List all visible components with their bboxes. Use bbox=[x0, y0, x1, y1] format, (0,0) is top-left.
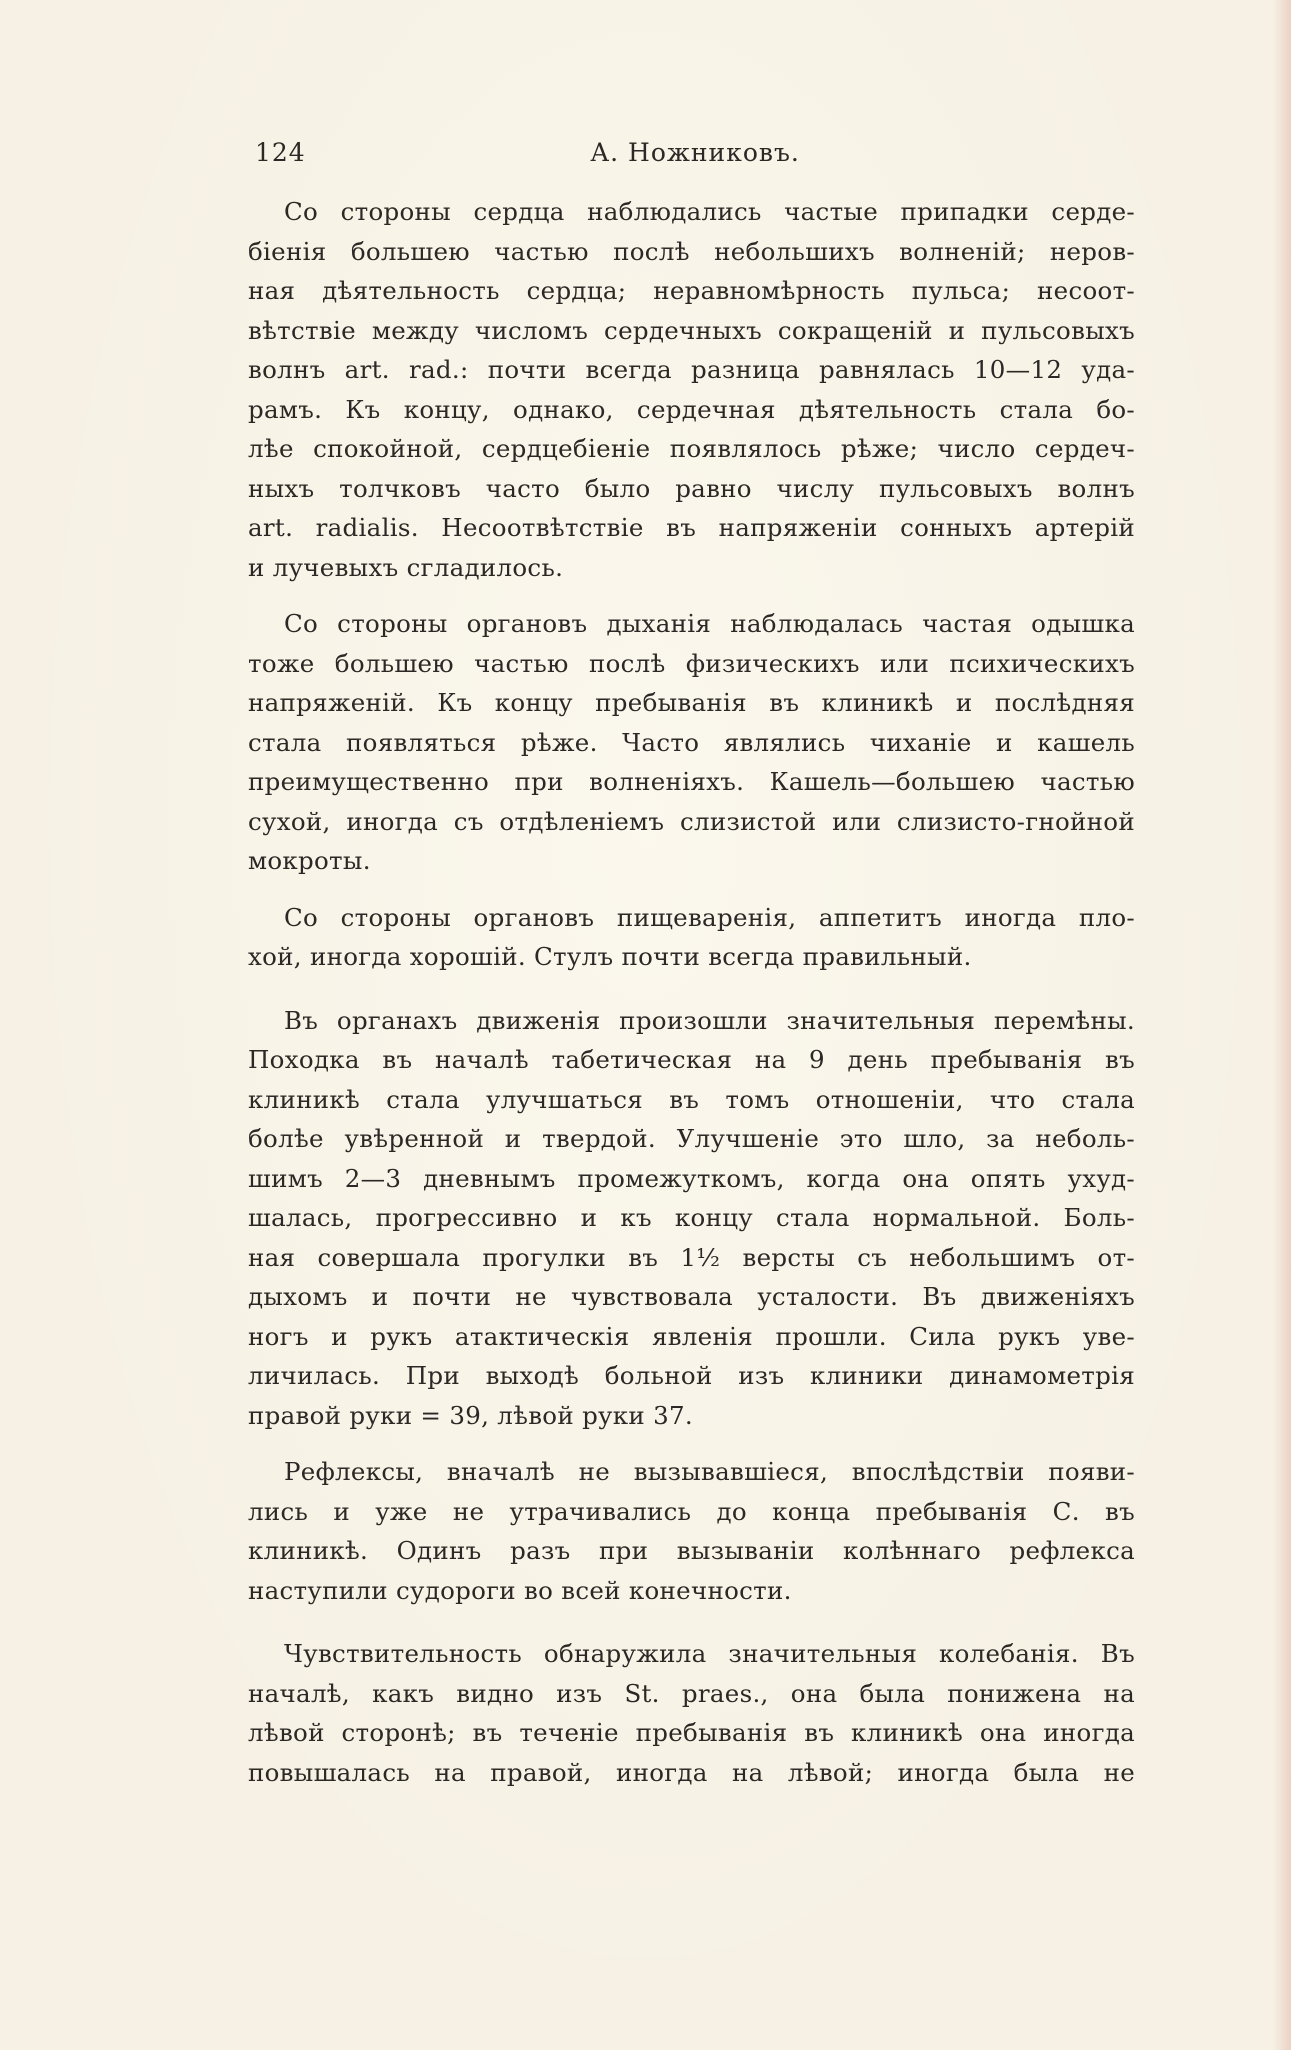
text-line: ная совершала прогулки въ 1½ версты съ небольшимъ от- bbox=[248, 1242, 1135, 1272]
paragraph-movement bbox=[248, 1001, 1135, 1436]
text-line: лѣе спокойной, сердцебіеніе появлялось рѣже; число сердеч- bbox=[248, 434, 1135, 463]
text-line: Въ органахъ движенія произошли значительныя перемѣны. bbox=[284, 1005, 1135, 1035]
text-line: шимъ 2—3 дневнымъ промежуткомъ, когда она опять ухуд- bbox=[248, 1163, 1135, 1193]
body-text bbox=[248, 192, 1135, 1792]
text-line: ная дѣятельность сердца; неравномѣрность пульса; несоот- bbox=[248, 276, 1135, 305]
text-line: мокроты. bbox=[248, 846, 371, 875]
text-line: клиникѣ. Одинъ разъ при вызываніи колѣннаго рефлекса bbox=[248, 1536, 1135, 1565]
text-line: болѣе увѣренной и твердой. Улучшеніе это шло, за неболь- bbox=[248, 1124, 1135, 1153]
text-line: стала появляться рѣже. Часто являлись чиханіе и кашель bbox=[248, 727, 1135, 757]
text-line: Чувствительность обнаружила значительныя колебанія. Въ bbox=[284, 1639, 1135, 1668]
text-line: напряженій. Къ концу пребыванія въ клиникѣ и послѣдняя bbox=[248, 688, 1135, 717]
text-line: повышалась на правой, иногда на лѣвой; иногда была не bbox=[248, 1757, 1135, 1787]
paragraph-gap bbox=[248, 1435, 1135, 1452]
text-line: біенія большею частью послѣ небольшихъ волненій; неров- bbox=[248, 236, 1135, 266]
text-line: наступили судороги во всей конечности. bbox=[248, 1575, 792, 1605]
paragraph-gap bbox=[248, 881, 1135, 898]
page-edge-shadow bbox=[1273, 0, 1291, 2050]
text-line: Рефлексы, вначалѣ не вызывавшіеся, впослѣдствіи появи- bbox=[284, 1457, 1135, 1486]
text-line: сухой, иногда съ отдѣленіемъ слизистой или слизисто-гнойной bbox=[248, 806, 1135, 836]
text-line: преимущественно при волненіяхъ. Кашель—большею частью bbox=[248, 767, 1135, 796]
paragraph-gap bbox=[248, 977, 1135, 1001]
running-title: А. Ножниковъ. bbox=[590, 138, 800, 167]
text-line: Походка въ началѣ табетическая на 9 день пребыванія въ bbox=[248, 1045, 1135, 1074]
paragraph-digestion bbox=[248, 898, 1135, 977]
paragraph-gap bbox=[248, 587, 1135, 604]
text-line: Со стороны органовъ дыханія наблюдалась частая одышка bbox=[284, 609, 1135, 638]
text-line: и лучевыхъ сгладилось. bbox=[248, 552, 564, 582]
text-line: клиникѣ стала улучшаться въ томъ отношеніи, что стала bbox=[248, 1084, 1135, 1114]
text-line: дыхомъ и почти не чувствовала усталости. Въ движеніяхъ bbox=[248, 1282, 1135, 1311]
text-line: рамъ. Къ концу, однако, сердечная дѣятельность стала бо- bbox=[248, 394, 1135, 424]
text-line: тоже большею частью послѣ физическихъ или психическихъ bbox=[248, 648, 1135, 678]
text-line: шалась, прогрессивно и къ концу стала нормальной. Боль- bbox=[248, 1203, 1135, 1232]
text-line: Со стороны органовъ пищеваренія, аппетитъ иногда пло- bbox=[284, 902, 1135, 932]
text-line: волнъ art. rad.: почти всегда разница равнялась 10—12 уда- bbox=[248, 355, 1135, 384]
paragraph-heart bbox=[248, 192, 1135, 587]
text-line: хой, иногда хорошій. Стулъ почти всегда правильный. bbox=[248, 942, 972, 971]
page-number: 124 bbox=[255, 138, 306, 167]
text-line: вѣтствіе между числомъ сердечныхъ сокращеній и пульсовыхъ bbox=[248, 315, 1135, 345]
text-line: ныхъ толчковъ часто было равно числу пульсовыхъ волнъ bbox=[248, 473, 1135, 503]
paragraph-gap bbox=[248, 1610, 1135, 1634]
text-line: лѣвой сторонѣ; въ теченіе пребыванія въ клиникѣ она иногда bbox=[248, 1718, 1135, 1747]
paragraph-sensitivity bbox=[248, 1634, 1135, 1792]
paragraph-reflexes bbox=[248, 1452, 1135, 1610]
text-line: началѣ, какъ видно изъ St. praes., она была понижена на bbox=[248, 1678, 1135, 1708]
text-line: art. radialis. Несоотвѣтствіе въ напряженіи сонныхъ артерій bbox=[248, 513, 1135, 542]
text-line: правой руки = 39, лѣвой руки 37. bbox=[248, 1400, 693, 1430]
text-line: лись и уже не утрачивались до конца пребыванія С. въ bbox=[248, 1496, 1135, 1526]
text-line: Со стороны сердца наблюдались частые припадки серде- bbox=[284, 197, 1135, 226]
paragraph-respiration bbox=[248, 604, 1135, 881]
text-line: личилась. При выходѣ больной изъ клиники динамометрія bbox=[248, 1361, 1135, 1390]
page-header bbox=[255, 138, 1135, 178]
text-line: ногъ и рукъ атактическія явленія прошли. Сила рукъ уве- bbox=[248, 1321, 1135, 1351]
